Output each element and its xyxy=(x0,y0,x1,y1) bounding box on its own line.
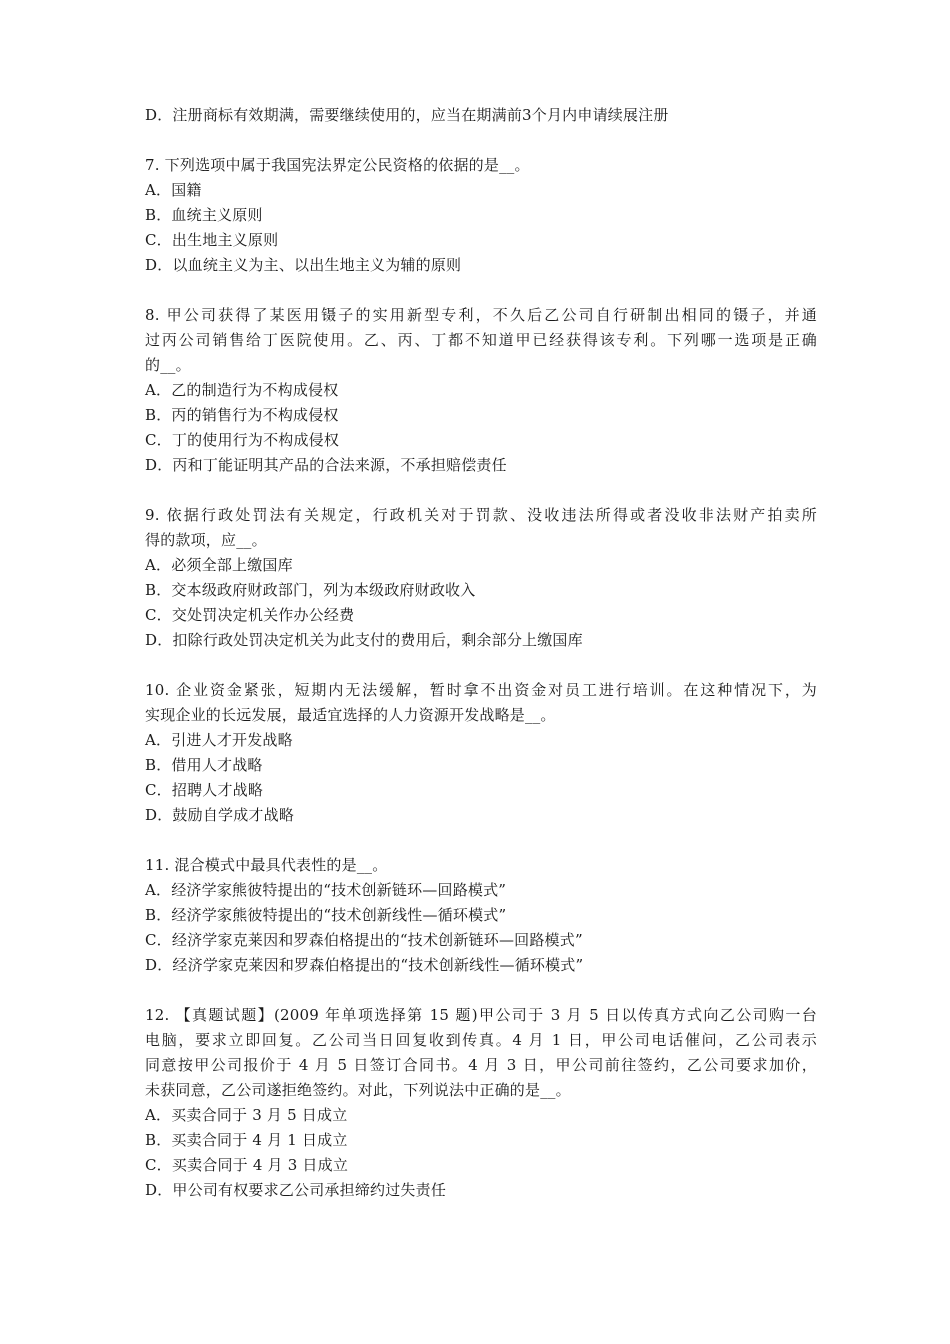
option-c: C．招聘人才战略 xyxy=(145,781,264,799)
option-d: D．丙和丁能证明其产品的合法来源，不承担赔偿责任 xyxy=(145,456,507,474)
option-a: A．买卖合同于 3 月 5 日成立 xyxy=(145,1106,348,1124)
document-page xyxy=(145,103,817,1203)
option-b: B．借用人才战略 xyxy=(145,756,263,774)
option-c: C．出生地主义原则 xyxy=(145,231,279,249)
spacer xyxy=(145,278,817,303)
spacer xyxy=(145,653,817,678)
option-b: B．买卖合同于 4 月 1 日成立 xyxy=(145,1131,348,1149)
option-b: B．经济学家熊彼特提出的“技术创新线性—循环模式” xyxy=(145,906,507,924)
question-9 xyxy=(145,503,817,653)
question-stem-line: 同意按甲公司报价于 4 月 5 日签订合同书。4 月 3 日，甲公司前往签约，乙公司要求加价， xyxy=(145,1056,817,1074)
question-8 xyxy=(145,303,817,478)
spacer xyxy=(145,128,817,153)
option-a: A．必须全部上缴国库 xyxy=(145,556,293,574)
previous-question-option-d: D．注册商标有效期满，需要继续使用的，应当在期满前3个月内申请续展注册 xyxy=(145,106,669,124)
question-stem-line: 电脑，要求立即回复。乙公司当日回复收到传真。4 月 1 日，甲公司电话催问，乙公司表示 xyxy=(145,1031,817,1049)
spacer xyxy=(145,478,817,503)
spacer xyxy=(145,828,817,853)
question-stem: 7. 下列选项中属于我国宪法界定公民资格的依据的是__。 xyxy=(145,156,530,174)
option-b: B．交本级政府财政部门，列为本级政府财政收入 xyxy=(145,581,476,599)
option-a: A．国籍 xyxy=(145,181,202,199)
option-d: D．经济学家克莱因和罗森伯格提出的“技术创新线性—循环模式” xyxy=(145,956,584,974)
option-c: C．买卖合同于 4 月 3 日成立 xyxy=(145,1156,349,1174)
option-a: A．经济学家熊彼特提出的“技术创新链环—回路模式” xyxy=(145,881,507,899)
question-stem-line: 未获同意，乙公司遂拒绝签约。对此，下列说法中正确的是__。 xyxy=(145,1081,571,1099)
option-a: A．乙的制造行为不构成侵权 xyxy=(145,381,339,399)
question-stem-line: 12. 【真题试题】(2009 年单项选择第 15 题)甲公司于 3 月 5 日以传真方式向乙公司购一台 xyxy=(145,1006,817,1024)
option-c: C．交处罚决定机关作办公经费 xyxy=(145,606,355,624)
option-a: A．引进人才开发战略 xyxy=(145,731,293,749)
option-d: D．甲公司有权要求乙公司承担缔约过失责任 xyxy=(145,1181,447,1199)
option-b: B．丙的销售行为不构成侵权 xyxy=(145,406,339,424)
question-stem-line: 得的款项，应__。 xyxy=(145,531,267,549)
question-10 xyxy=(145,678,817,828)
question-stem-line: 过丙公司销售给丁医院使用。乙、丙、丁都不知道甲已经获得该专利。下列哪一选项是正确 xyxy=(145,331,817,349)
question-stem-line: 8. 甲公司获得了某医用镊子的实用新型专利，不久后乙公司自行研制出相同的镊子，并通 xyxy=(145,306,817,324)
option-c: C．丁的使用行为不构成侵权 xyxy=(145,431,340,449)
option-d: D．以血统主义为主、以出生地主义为辅的原则 xyxy=(145,256,462,274)
option-c: C．经济学家克莱因和罗森伯格提出的“技术创新链环—回路模式” xyxy=(145,931,583,949)
question-7 xyxy=(145,153,817,278)
spacer xyxy=(145,978,817,1003)
question-stem: 11. 混合模式中最具代表性的是__。 xyxy=(145,856,388,874)
question-stem-line: 9. 依据行政处罚法有关规定，行政机关对于罚款、没收违法所得或者没收非法财产拍卖所 xyxy=(145,506,817,524)
option-b: B．血统主义原则 xyxy=(145,206,263,224)
option-d: D．扣除行政处罚决定机关为此支付的费用后，剩余部分上缴国库 xyxy=(145,631,583,649)
question-stem-line: 的__。 xyxy=(145,356,191,374)
option-d: D．鼓励自学成才战略 xyxy=(145,806,295,824)
question-stem-line: 10. 企业资金紧张，短期内无法缓解，暂时拿不出资金对员工进行培训。在这种情况下，为 xyxy=(145,681,817,699)
question-stem-line: 实现企业的长远发展，最适宜选择的人力资源开发战略是__。 xyxy=(145,706,556,724)
question-11 xyxy=(145,853,817,978)
question-12 xyxy=(145,1003,817,1203)
